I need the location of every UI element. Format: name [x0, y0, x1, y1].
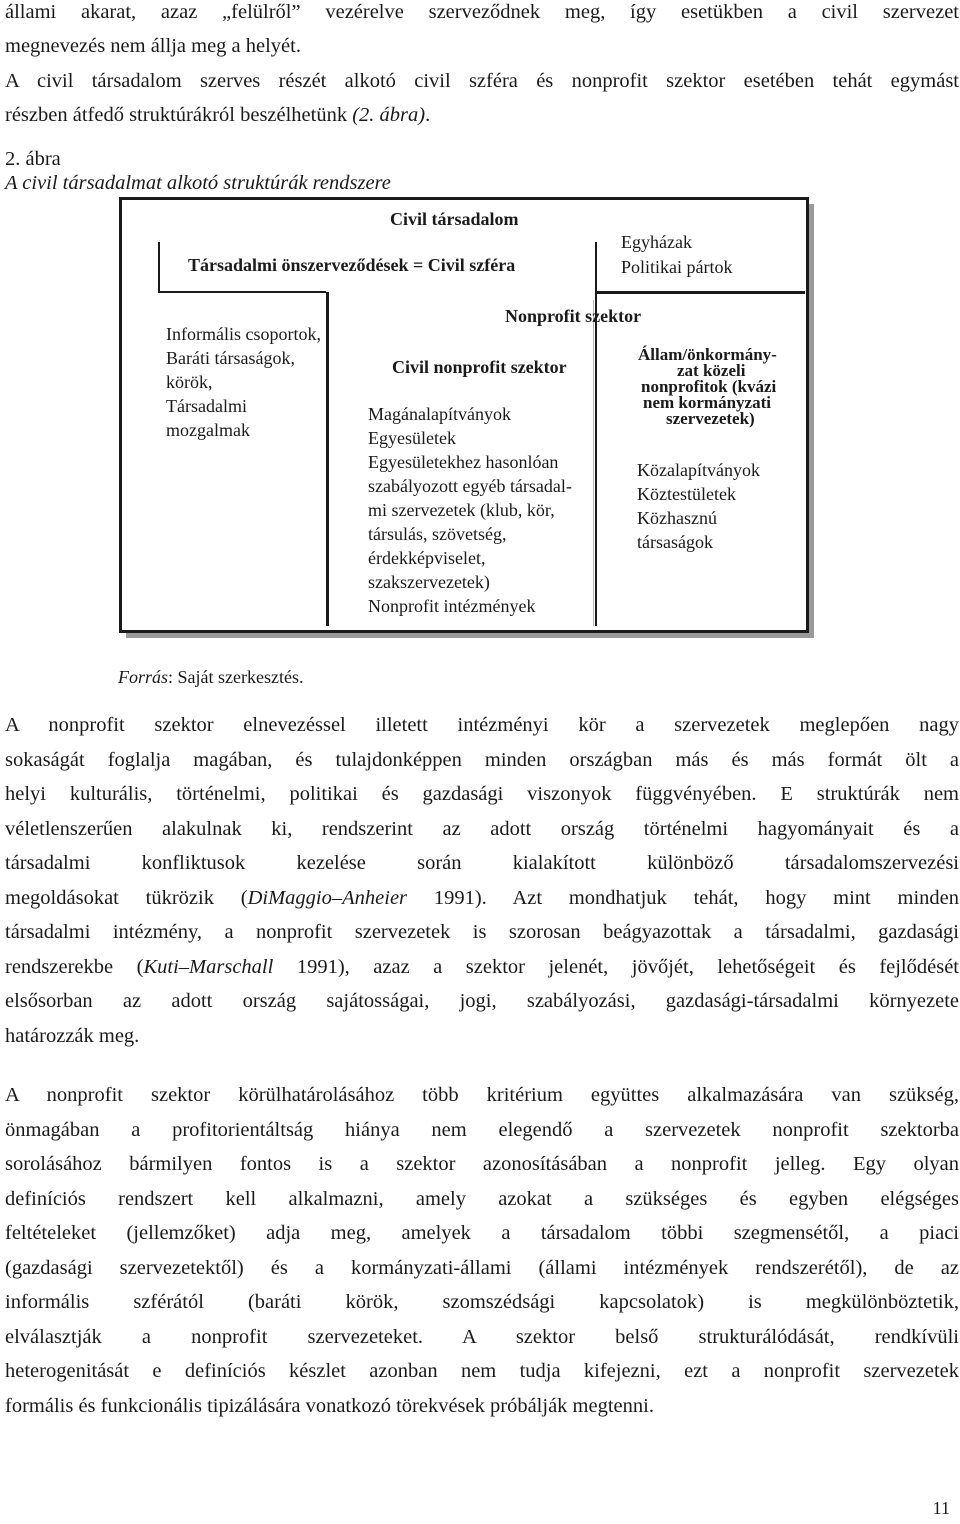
civil-nonprofit-item: Nonprofit intézmények	[368, 596, 536, 616]
informal-item: mozgalmak	[166, 420, 250, 440]
allami-item: Közhasznú	[637, 508, 717, 528]
civil-nonprofit-item: Magánalapítványok	[368, 404, 511, 424]
informal-item: Társadalmi	[166, 396, 247, 416]
figure-source: Forrás: Saját szerkesztés.	[118, 667, 304, 687]
allami-item: társaságok	[637, 532, 713, 552]
para1-line-citation: megoldásokat tükrözik (DiMaggio–Anheier 1991). Azt mondhatjuk tehát, hogy mint minden	[5, 887, 959, 909]
para2-line: elválasztják a nonprofit szervezeteket. A szektor belső strukturálódását, rendkívüli	[5, 1326, 959, 1348]
label-civil-szfera: Társadalmi önszerveződések = Civil szféra	[188, 255, 516, 275]
civil-nonprofit-item: szabályozott egyéb társadal-	[368, 476, 572, 496]
para1-line: A nonprofit szektor elnevezéssel illetett intézményi kör a szervezetek meglepően nagy	[5, 714, 959, 736]
label-politikai-partok: Politikai pártok	[621, 257, 733, 277]
para2-line: (gazdasági szervezetektől) és a kormányzati-állami (állami intézmények rendszerétől), de az	[5, 1257, 959, 1279]
nonprofit-top-right	[595, 291, 805, 294]
para2-line: feltételeket (jellemzőket) adja meg, amelyek a társadalom többi szegmensétől, a piaci	[5, 1222, 959, 1244]
para2-line: A nonprofit szektor körülhatárolásához több kritérium együttes alkalmazására van szükség,	[5, 1084, 959, 1106]
para2-line: informális szférától (baráti körök, szomszédsági kapcsolatok) is megkülönböztetik,	[5, 1291, 959, 1313]
intro-line-4: részben átfedő struktúrákról beszélhetünk (2. ábra).	[5, 104, 431, 126]
para1-line: elsősorban az adott ország sajátosságai, jogi, szabályozási, gazdasági-társadalmi környezete	[5, 990, 959, 1012]
divider-line	[593, 300, 594, 626]
intro-line-1: állami akarat, azaz „felülről” vezérelve szerveződnek meg, így esetükben a civil szervezet	[5, 1, 959, 23]
page-number: 11	[932, 1498, 950, 1518]
para2-line: heterogenitását e definíciós készlet azonban nem tudja kifejezni, ezt a nonprofit szervezetek	[5, 1360, 959, 1382]
para1-last-line: határozzák meg.	[5, 1025, 140, 1047]
civil-nonprofit-item: érdekképviselet,	[368, 548, 486, 568]
intro-line-3: A civil társadalom szerves részét alkotó civil szféra és nonprofit szektor esetében tehát egymást	[5, 70, 959, 92]
civil-szfera-right-border	[595, 242, 597, 626]
citation: Kuti–Marschall	[143, 956, 274, 978]
para1-line: helyi kulturális, történelmi, politikai és gazdasági viszonyok függvényében. E struktúrák nem	[5, 783, 959, 805]
citation: DiMaggio–Anheier	[247, 887, 408, 909]
civil-szfera-left-border	[158, 242, 160, 292]
figure-reference: (2. ábra)	[352, 104, 426, 126]
civil-nonprofit-item: Egyesületek	[368, 428, 456, 448]
civil-nonprofit-item: társulás, szövetség,	[368, 524, 507, 544]
figure-number: 2. ábra	[5, 148, 61, 170]
para1-line: társadalmi intézmény, a nonprofit szervezetek is szorosan beágyazottak a társadalmi, gazdasági	[5, 921, 959, 943]
nonprofit-left-border	[326, 292, 329, 626]
para2-line: önmagában a profitorientáltság hiánya nem elegendő a szervezetek nonprofit szektorba	[5, 1119, 959, 1141]
civil-szfera-bottom-left	[158, 291, 326, 293]
informal-item: Informális csoportok,	[166, 324, 321, 344]
allami-item: Közalapítványok	[637, 460, 760, 480]
informal-item: körök,	[166, 372, 213, 392]
para1-line: véletlenszerűen alakulnak ki, rendszerint az adott ország történelmi hagyományait és a	[5, 818, 959, 840]
para2-line: sorolásához bármilyen fontos is a szektor azonosításában a nonprofit jelleg. Egy olyan	[5, 1153, 959, 1175]
para1-line: társadalmi konfliktusok kezelése során kialakított különböző társadalomszervezési	[5, 852, 959, 874]
label-egyhazak: Egyházak	[621, 232, 692, 252]
intro-line-2: megnevezés nem állja meg a helyét.	[5, 35, 301, 57]
figure-caption: A civil társadalmat alkotó struktúrák rendszere	[5, 172, 391, 194]
civil-nonprofit-item: Egyesületekhez hasonlóan	[368, 452, 559, 472]
para1-line: sokaságát foglalja magában, és tulajdonképpen minden országban más és más formát ölt a	[5, 749, 959, 771]
para1-line-citation: rendszerekbe (Kuti–Marschall 1991), azaz a szektor jelenét, jövőjét, lehetőségeit és fejlődését	[5, 956, 960, 978]
label-nonprofit-szektor: Nonprofit szektor	[505, 306, 642, 326]
informal-item: Baráti társaságok,	[166, 348, 295, 368]
para2-last-line: formális és funkcionális tipizálására vonatkozó törekvések próbálják megtenni.	[5, 1395, 654, 1417]
civil-nonprofit-item: mi szervezetek (klub, kör,	[368, 500, 555, 520]
label-civil-nonprofit: Civil nonprofit szektor	[392, 357, 567, 377]
allami-item: Köztestületek	[637, 484, 736, 504]
civil-nonprofit-item: szakszervezetek)	[368, 572, 490, 592]
para2-line: definíciós rendszert kell alkalmazni, amely azokat a szükséges és egyben elégséges	[5, 1188, 959, 1210]
label-civil-tarsadalom: Civil társadalom	[390, 209, 519, 229]
